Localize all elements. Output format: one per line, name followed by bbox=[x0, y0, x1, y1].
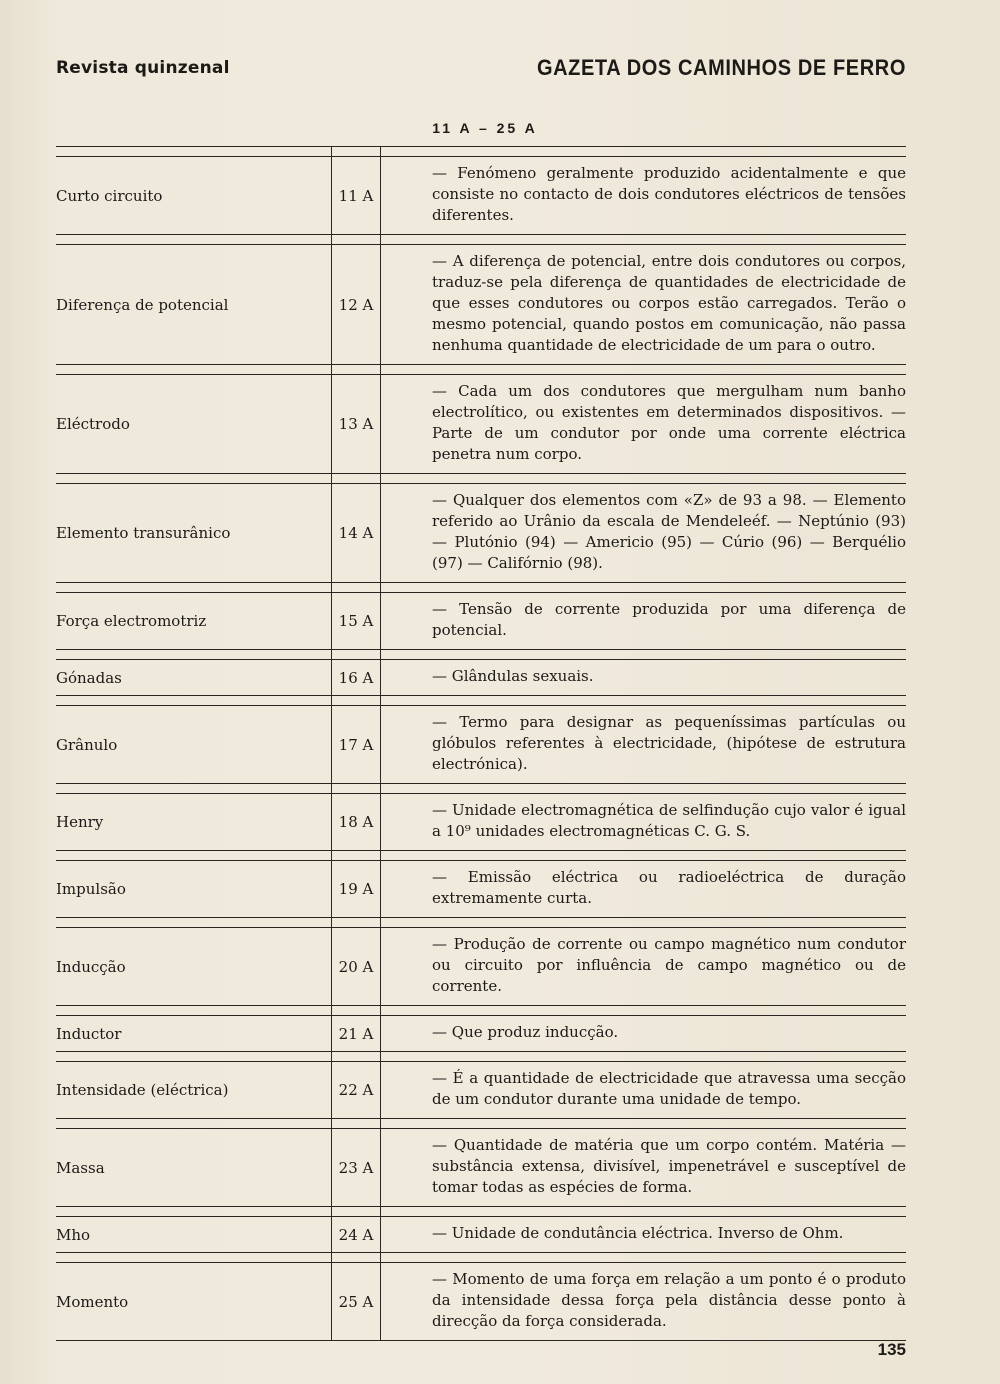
glossary-code: 11 A bbox=[331, 147, 381, 234]
glossary-row bbox=[56, 364, 906, 473]
glossary-term: Curto circuito bbox=[56, 186, 163, 205]
row-divider bbox=[56, 244, 906, 245]
glossary-row bbox=[56, 649, 906, 695]
row-divider bbox=[56, 1015, 906, 1016]
glossary-code: 17 A bbox=[331, 696, 381, 783]
row-divider bbox=[56, 1262, 906, 1263]
glossary-definition: — Unidade de condutância eléctrica. Inverso de Ohm. bbox=[432, 1224, 844, 1242]
glossary-row bbox=[56, 234, 906, 364]
row-divider bbox=[56, 860, 906, 861]
glossary-row bbox=[56, 783, 906, 850]
glossary-row bbox=[56, 1206, 906, 1252]
row-divider bbox=[56, 374, 906, 375]
glossary-term: Henry bbox=[56, 813, 104, 831]
glossary-term: Elemento transurânico bbox=[56, 524, 231, 542]
page-number: 135 bbox=[877, 1340, 906, 1359]
glossary-term: Momento bbox=[56, 1292, 129, 1311]
row-divider bbox=[56, 659, 906, 660]
publication-frequency: Revista quinzenal bbox=[56, 58, 230, 78]
row-divider bbox=[56, 927, 906, 928]
glossary-row bbox=[56, 1051, 906, 1118]
glossary-definition: — Produção de corrente ou campo magnético num condutor ou circuito por influência de campo magnético ou de corrente. bbox=[432, 935, 906, 995]
glossary-code: 25 A bbox=[331, 1253, 381, 1340]
glossary-code: 24 A bbox=[331, 1207, 381, 1252]
glossary-term: Inductor bbox=[56, 1024, 122, 1043]
glossary-code: 23 A bbox=[331, 1119, 381, 1206]
glossary-row bbox=[56, 146, 906, 234]
row-divider bbox=[56, 793, 906, 794]
glossary-term: Impulsão bbox=[56, 880, 126, 898]
glossary-code: 12 A bbox=[331, 235, 381, 364]
glossary-row bbox=[56, 473, 906, 582]
glossary-term: Intensidade (eléctrica) bbox=[56, 1081, 229, 1099]
glossary-code: 19 A bbox=[331, 851, 381, 917]
glossary-code: 15 A bbox=[331, 583, 381, 649]
row-divider bbox=[56, 1128, 906, 1129]
row-divider bbox=[56, 705, 906, 706]
glossary-term: Força electromotriz bbox=[56, 612, 207, 630]
glossary-row bbox=[56, 1118, 906, 1206]
glossary-definition: — Glândulas sexuais. bbox=[432, 667, 594, 685]
publication-title: GAZETA DOS CAMINHOS DE FERRO bbox=[536, 56, 906, 81]
glossary-definition: — É a quantidade de electricidade que atravessa uma secção de um condutor durante uma unidade de tempo. bbox=[432, 1069, 906, 1108]
glossary-row bbox=[56, 1005, 906, 1051]
glossary-definition: — Que produz inducção. bbox=[432, 1023, 619, 1041]
glossary-term: Mho bbox=[56, 1225, 91, 1244]
glossary-definition: — Fenómeno geralmente produzido acidentalmente e que consiste no contacto de dois condutores eléctricos de tensões diferentes. bbox=[432, 164, 906, 224]
glossary-definition: — Emissão eléctrica ou radioeléctrica de duração extremamente curta. bbox=[432, 868, 906, 907]
glossary-row bbox=[56, 582, 906, 649]
row-divider bbox=[56, 156, 906, 157]
glossary-code: 21 A bbox=[331, 1006, 381, 1051]
glossary-row bbox=[56, 695, 906, 783]
glossary-code: 22 A bbox=[331, 1052, 381, 1118]
glossary-term: Inducção bbox=[56, 957, 126, 976]
glossary-term: Gónadas bbox=[56, 668, 122, 687]
glossary-definition: — Termo para designar as pequeníssimas partículas ou glóbulos referentes à electricidade, (hipótese de estrutura electrónica). bbox=[432, 713, 906, 773]
glossary-term: Grânulo bbox=[56, 735, 118, 754]
row-divider bbox=[56, 483, 906, 484]
glossary-definition: — Tensão de corrente produzida por uma diferença de potencial. bbox=[432, 600, 906, 639]
glossary-code: 14 A bbox=[331, 474, 381, 582]
glossary-definition: — Qualquer dos elementos com «Z» de 93 a 98. — Elemento referido ao Urânio da escala de Mendeleéf. — Neptúnio (93) — Plutónio (94) — Americio (95) — Cúrio (96) — Berquélio (97) — Califórnio (98). bbox=[432, 491, 906, 572]
glossary-code: 13 A bbox=[331, 365, 381, 473]
glossary-definition: — Momento de uma força em relação a um ponto é o produto da intensidade dessa força pela distância desse ponto à direcção da força considerada. bbox=[432, 1270, 906, 1330]
glossary-definition: — A diferença de potencial, entre dois condutores ou corpos, traduz-se pela diferença de quantidades de electricidade de que esses condutores ou corpos estão carregados. Terão o mesmo potencial, quando postos em comunicação, não passa nenhuma quantidade de electricidade de um para o outro. bbox=[432, 252, 906, 354]
glossary-row bbox=[56, 917, 906, 1005]
glossary-definition: — Quantidade de matéria que um corpo contém. Matéria — substância extensa, divisível, impenetrável e susceptível de tomar todas as espécies de forma. bbox=[432, 1136, 906, 1196]
glossary-definition: — Unidade electromagnética de selfindução cujo valor é igual a 10⁹ unidades electromagnéticas C. G. S. bbox=[432, 801, 906, 840]
glossary-code: 16 A bbox=[331, 650, 381, 695]
row-divider bbox=[56, 1216, 906, 1217]
section-title: 11 A – 25 A bbox=[432, 120, 538, 136]
glossary-term: Diferença de potencial bbox=[56, 295, 229, 314]
row-divider bbox=[56, 592, 906, 593]
glossary-term: Massa bbox=[56, 1158, 105, 1177]
row-divider bbox=[56, 1061, 906, 1062]
glossary-table bbox=[56, 146, 906, 1341]
glossary-definition: — Cada um dos condutores que mergulham num banho electrolítico, ou existentes em determinados dispositivos. — Parte de um condutor por onde uma corrente eléctrica penetra num corpo. bbox=[432, 382, 906, 463]
glossary-code: 18 A bbox=[331, 784, 381, 850]
glossary-code: 20 A bbox=[331, 918, 381, 1005]
glossary-row bbox=[56, 850, 906, 917]
glossary-row bbox=[56, 1252, 906, 1341]
glossary-term: Eléctrodo bbox=[56, 415, 130, 433]
